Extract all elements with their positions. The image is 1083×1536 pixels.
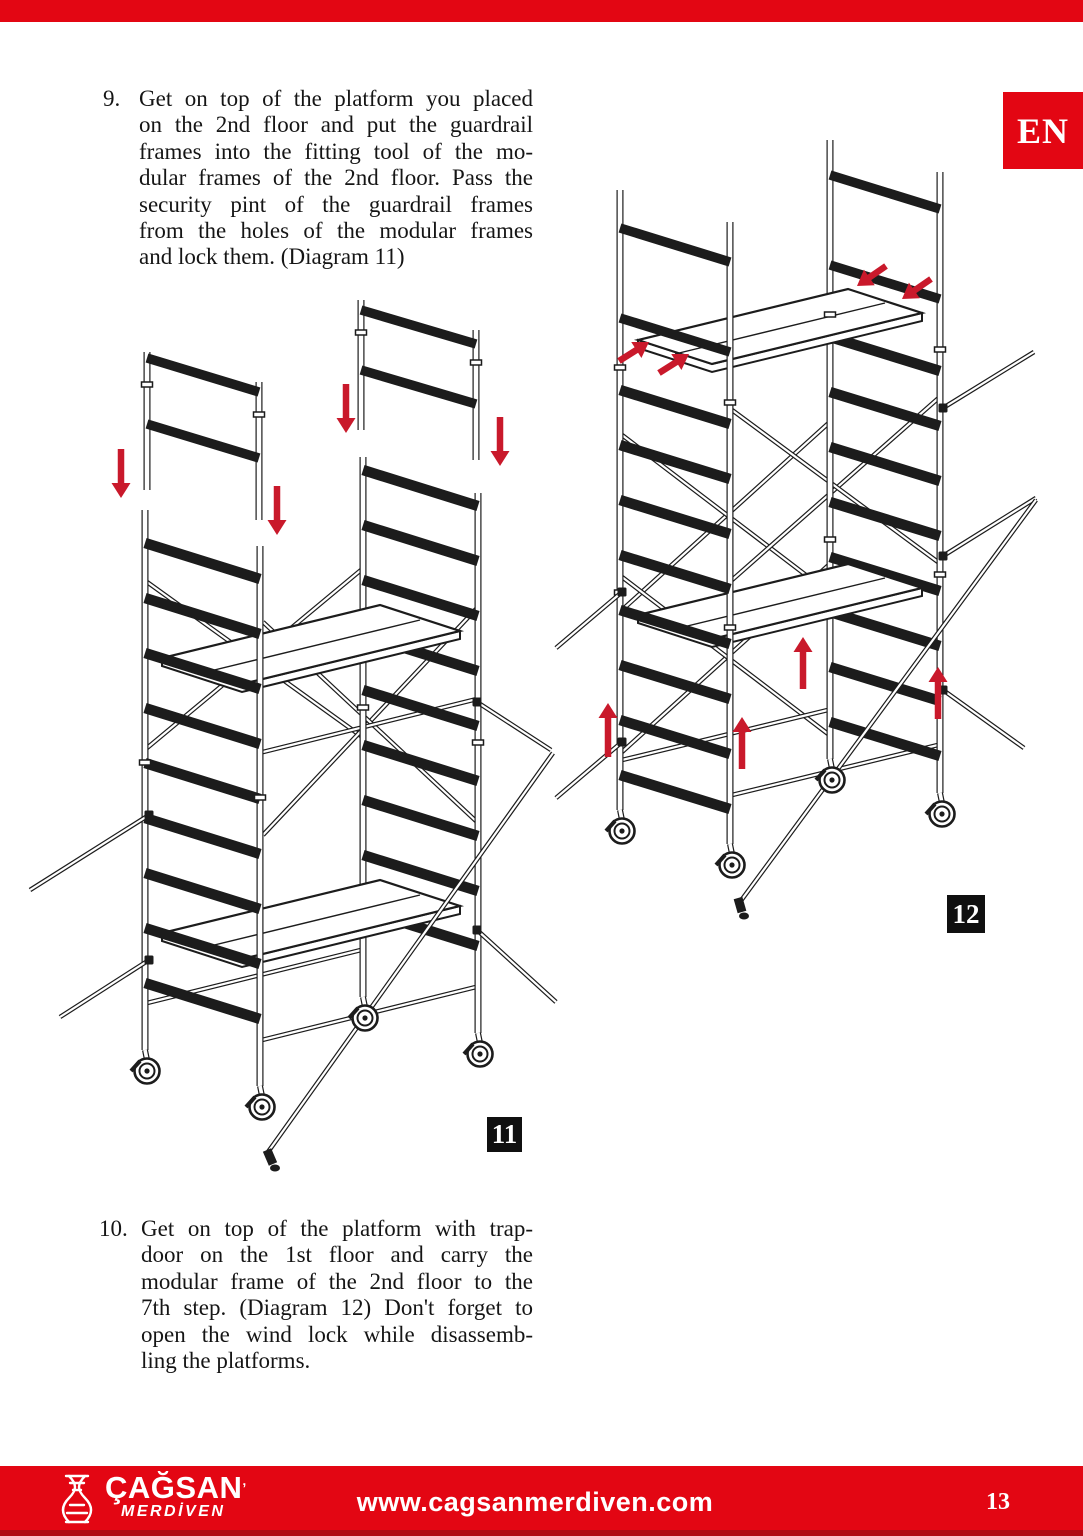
scaffold-tower-drawing-12 <box>552 126 1044 962</box>
step-text-line: ling the platforms. <box>141 1348 311 1374</box>
step-number: 10. <box>99 1216 128 1241</box>
diagram-12-number: 12 <box>952 898 980 929</box>
diagram-11-number: 11 <box>491 1119 518 1149</box>
step-text <box>141 1216 533 1374</box>
diagram-12-label <box>947 895 985 933</box>
page-number: 13 <box>986 1489 1010 1515</box>
step-text-line: door on the 1st floor and carry the <box>141 1242 533 1268</box>
brand-text <box>105 1470 247 1521</box>
step-text-line: security pint of the guardrail frames <box>139 191 533 217</box>
diagram-11-illustration <box>18 283 566 1183</box>
step-text-line: open the wind lock while disassemb- <box>141 1321 533 1347</box>
brand-name: ÇAĞSAN <box>105 1470 243 1505</box>
step-10-instruction <box>99 1216 533 1374</box>
step-text-line: from the holes of the modular frames <box>139 218 533 244</box>
diagram-11-label <box>487 1117 522 1152</box>
language-badge-label: EN <box>1016 110 1069 151</box>
step-text-line: dular frames of the 2nd floor. Pass the <box>139 165 533 191</box>
brand-mark: ʼ <box>242 1480 247 1496</box>
step-text-line: modular frame of the 2nd floor to the <box>141 1268 533 1294</box>
scaffold-tower-drawing-11 <box>18 283 566 1183</box>
step-text-line: Get on top of the platform with trap- <box>141 1216 533 1241</box>
footer-edge-strip <box>0 1530 1083 1536</box>
website-url: www.cagsanmerdiven.com <box>356 1487 714 1517</box>
brand-subtitle: MERDİVEN <box>121 1503 226 1520</box>
step-text-line: 7th step. (Diagram 12) Don't forget to <box>141 1295 533 1321</box>
footer-bar <box>0 1466 1083 1536</box>
step-text-line: on the 2nd floor and put the guardrail <box>139 112 533 138</box>
step-text-line: frames into the fitting tool of the mo- <box>139 138 533 164</box>
brand-logo <box>58 1470 247 1529</box>
step-text-line: and lock them. (Diagram 11) <box>139 244 405 270</box>
step-text <box>139 86 533 271</box>
step-number: 9. <box>103 86 121 111</box>
diagram-12-illustration <box>552 126 1044 962</box>
step-text-line: Get on top of the platform you placed <box>139 86 533 111</box>
ladder-helix-icon <box>58 1473 98 1529</box>
top-accent-bar <box>0 0 1083 22</box>
step-9-instruction <box>103 86 533 271</box>
